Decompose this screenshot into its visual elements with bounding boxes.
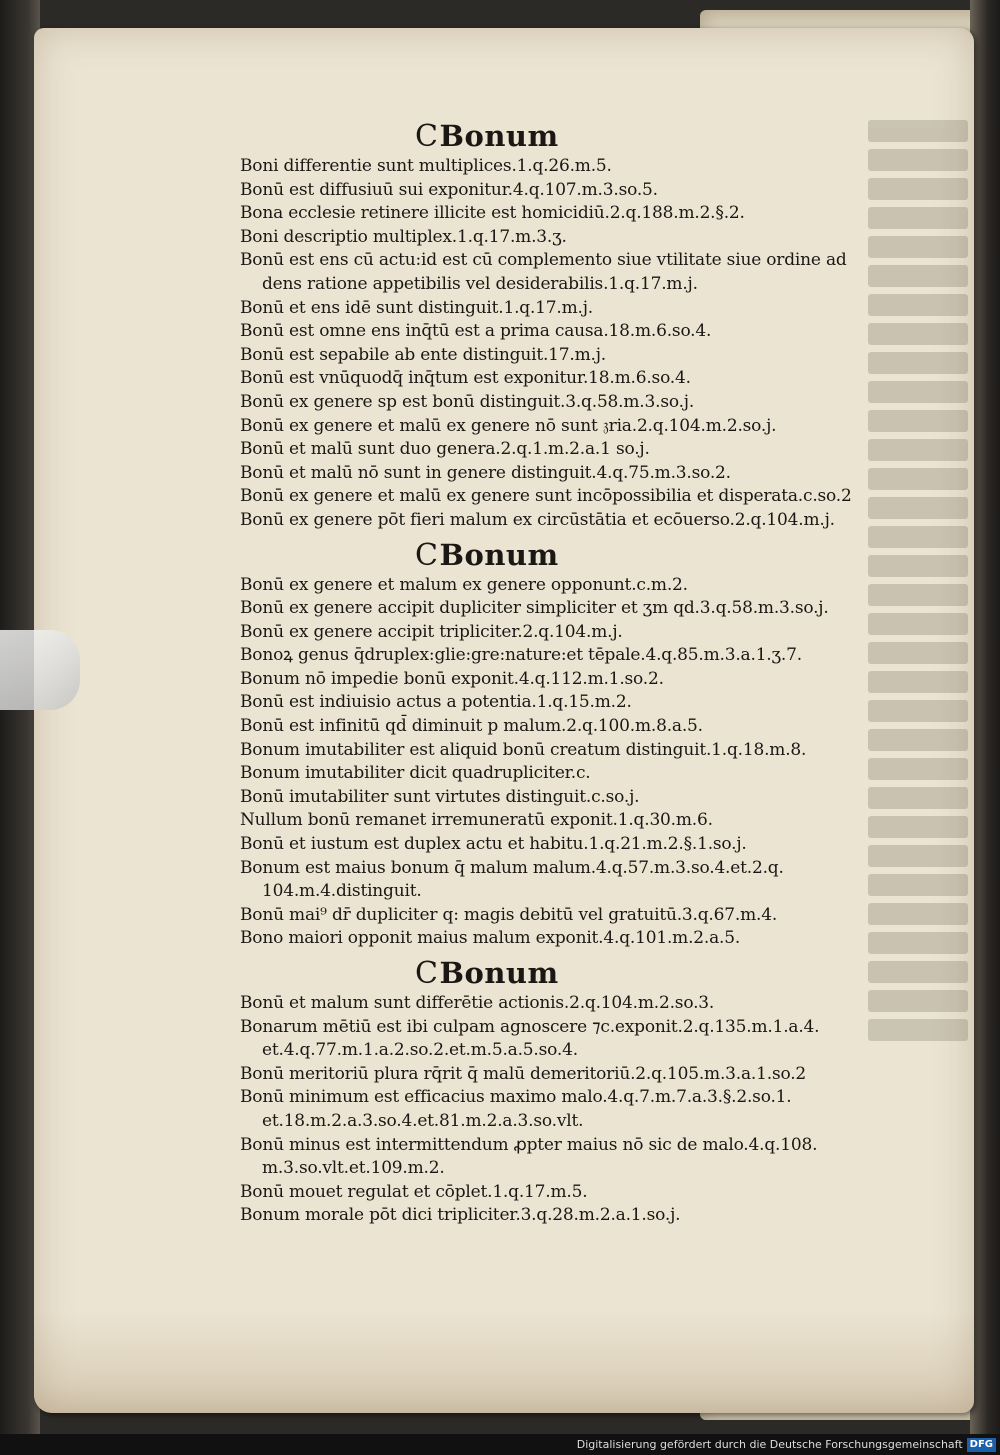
entry-line: Bonū et malum sunt differētie actionis.2.q.104.m.2.so.3.: [240, 993, 715, 1013]
entry-line: Bonarum mētiū est ibi culpam agnoscere ⁊c.exponit.2.q.135.m.1.a.4.: [240, 1016, 820, 1037]
index-entry: [240, 226, 880, 250]
entry-line: Bonū mai⁹ dr̄ dupliciter q: magis debitū vel gratuitū.3.q.67.m.4.: [240, 904, 778, 925]
index-entry: [240, 857, 880, 904]
index-entry: [240, 715, 880, 739]
index-entry: [240, 1016, 880, 1063]
index-entry: [240, 462, 880, 486]
index-entry: [240, 438, 880, 462]
bookmark-tab: [0, 630, 80, 710]
index-entry: [240, 739, 880, 763]
entry-line: Bonū ex genere accipit dupliciter simpliciter et ʒm qd.3.q.58.m.3.so.j.: [240, 598, 829, 619]
show-through-text: [868, 120, 968, 1170]
entry-line: Bonoꝝ genus q̄druplex:glie:gre:nature:et tēpale.4.q.85.m.3.a.1.ʒ.7.: [240, 645, 802, 666]
entry-line: Bonū ex genere pōt fieri malum ex circūstātia et ecōuerso.2.q.104.m.j.: [240, 509, 835, 530]
entry-line: Bonū est infinitū qd̄ diminuit p malum.2.q.100.m.8.a.5.: [240, 716, 703, 737]
index-entry: [240, 1134, 880, 1181]
entry-line: Bonū et ens idē sunt distinguit.1.q.17.m.j.: [240, 297, 594, 318]
index-entry: [240, 202, 880, 226]
index-entry: [240, 597, 880, 621]
entry-line: Bona ecclesie retinere illicite est homicidiū.2.q.188.m.2.§.2.: [240, 203, 745, 224]
index-entry: [240, 644, 880, 668]
index-entry: [240, 415, 880, 439]
entry-line: Bonum est maius bonum q̄ malum malum.4.q.57.m.3.so.4.et.2.q.: [240, 857, 784, 878]
paragraph-mark-icon: C: [415, 956, 439, 991]
index-entry: [240, 155, 880, 179]
index-entry: [240, 179, 880, 203]
entry-line: Bonū mouet regulat et cōplet.1.q.17.m.5.: [240, 1181, 588, 1202]
entry-line: Bonū imutabiliter sunt virtutes distinguit.c.so.j.: [240, 786, 640, 807]
index-section: [240, 537, 880, 952]
dfg-logo: DFG: [967, 1438, 996, 1452]
index-entry: [240, 367, 880, 391]
section-heading: [240, 537, 880, 574]
index-section: [240, 955, 880, 1228]
index-entry: [240, 1063, 880, 1087]
entry-line: Bonum imutabiliter dicit quadrupliciter.c.: [240, 763, 591, 784]
entry-continuation: dens ratione appetibilis vel desiderabilis.1.q.17.m.j.: [262, 273, 698, 294]
index-entry: [240, 621, 880, 645]
entry-line: Bonū est indiuisio actus a potentia.1.q.15.m.2.: [240, 692, 632, 713]
paragraph-mark-icon: C: [415, 119, 439, 154]
section-heading: [240, 955, 880, 992]
index-entry: [240, 574, 880, 598]
index-entry: [240, 668, 880, 692]
entry-line: Boni descriptio multiplex.1.q.17.m.3.ʒ.: [240, 226, 567, 247]
entry-continuation: m.3.so.vlt.et.109.m.2.: [262, 1158, 445, 1179]
index-entry: [240, 992, 880, 1016]
entry-line: Bonum nō impedie bonū exponit.4.q.112.m.1.so.2.: [240, 668, 664, 689]
entry-line: Bonū est sepabile ab ente distinguit.17.m.j.: [240, 344, 606, 365]
section-heading: [240, 118, 880, 155]
book-cover-right: [970, 0, 1000, 1455]
entry-line: Bonū ex genere et malū ex genere sunt incōpossibilia et disperata.c.so.2: [240, 486, 852, 507]
index-entry: [240, 809, 880, 833]
section-heading-text: Bonum: [439, 956, 559, 990]
index-entry: [240, 391, 880, 415]
entry-line: Bonū et malū nō sunt in genere distinguit.4.q.75.m.3.so.2.: [240, 462, 731, 483]
index-entry: [240, 344, 880, 368]
index-entry: [240, 691, 880, 715]
entry-line: Bonū et iustum est duplex actu et habitu.1.q.21.m.2.§.1.so.j.: [240, 834, 747, 855]
entry-line: Bonū est vnūquodq̄ inq̄tum est exponitur.18.m.6.so.4.: [240, 368, 691, 389]
entry-line: Bonū est omne ens inq̄tū est a prima causa.18.m.6.so.4.: [240, 321, 712, 342]
index-entry: [240, 1181, 880, 1205]
index-entry: [240, 249, 880, 296]
footer-text: Digitalisierung gefördert durch die Deutsche Forschungsgemeinschaft: [576, 1438, 963, 1451]
index-entry: [240, 833, 880, 857]
entry-continuation: et.4.q.77.m.1.a.2.so.2.et.m.5.a.5.so.4.: [262, 1040, 578, 1061]
paragraph-mark-icon: C: [415, 537, 439, 573]
index-entry: [240, 320, 880, 344]
footer-credit: [576, 1434, 1000, 1455]
index-entry: [240, 786, 880, 810]
entry-line: Bonū minimum est efficacius maximo malo.4.q.7.m.7.a.3.§.2.so.1.: [240, 1087, 792, 1108]
index-entry: [240, 297, 880, 321]
entry-line: Bonū est ens cū actu:id est cū complemento siue vtilitate siue ordine ad: [240, 250, 847, 271]
entry-line: Nullum bonū remanet irremuneratū exponit.1.q.30.m.6.: [240, 810, 713, 831]
printed-text-block: [240, 118, 880, 1232]
index-section: [240, 118, 880, 533]
entry-continuation: et.18.m.2.a.3.so.4.et.81.m.2.a.3.so.vlt.: [262, 1110, 584, 1131]
index-entry: [240, 904, 880, 928]
entry-line: Bonū minus est intermittendum ꝓpter maius nō sic de malo.4.q.108.: [240, 1134, 818, 1155]
index-entry: [240, 1204, 880, 1228]
index-entry: [240, 1086, 880, 1133]
section-heading-text: Bonum: [439, 119, 559, 153]
entry-continuation: 104.m.4.distinguit.: [262, 881, 422, 902]
entry-line: Bonū ex genere sp est bonū distinguit.3.q.58.m.3.so.j.: [240, 391, 695, 412]
index-entry: [240, 927, 880, 951]
entry-line: Bono maiori opponit maius malum exponit.4.q.101.m.2.a.5.: [240, 928, 741, 949]
entry-line: Bonū meritoriū plura rq̄rit q̄ malū demeritoriū.2.q.105.m.3.a.1.so.2: [240, 1063, 807, 1084]
index-entry: [240, 485, 880, 509]
entry-line: Bonum morale pōt dici tripliciter.3.q.28.m.2.a.1.so.j.: [240, 1205, 681, 1226]
entry-line: Bonū et malū sunt duo genera.2.q.1.m.2.a.1 so.j.: [240, 439, 650, 460]
index-entry: [240, 509, 880, 533]
section-heading-text: Bonum: [439, 537, 559, 572]
entry-line: Bonū ex genere et malū ex genere nō sunt 𝔷ria.2.q.104.m.2.so.j.: [240, 415, 777, 436]
entry-line: Bonū ex genere et malum ex genere opponunt.c.m.2.: [240, 574, 688, 595]
entry-line: Boni differentie sunt multiplices.1.q.26.m.5.: [240, 156, 612, 176]
entry-line: Bonū est diffusiuū sui exponitur.4.q.107.m.3.so.5.: [240, 179, 658, 200]
entry-line: Bonum imutabiliter est aliquid bonū creatum distinguit.1.q.18.m.8.: [240, 739, 807, 760]
entry-line: Bonū ex genere accipit tripliciter.2.q.104.m.j.: [240, 621, 623, 642]
index-entry: [240, 762, 880, 786]
